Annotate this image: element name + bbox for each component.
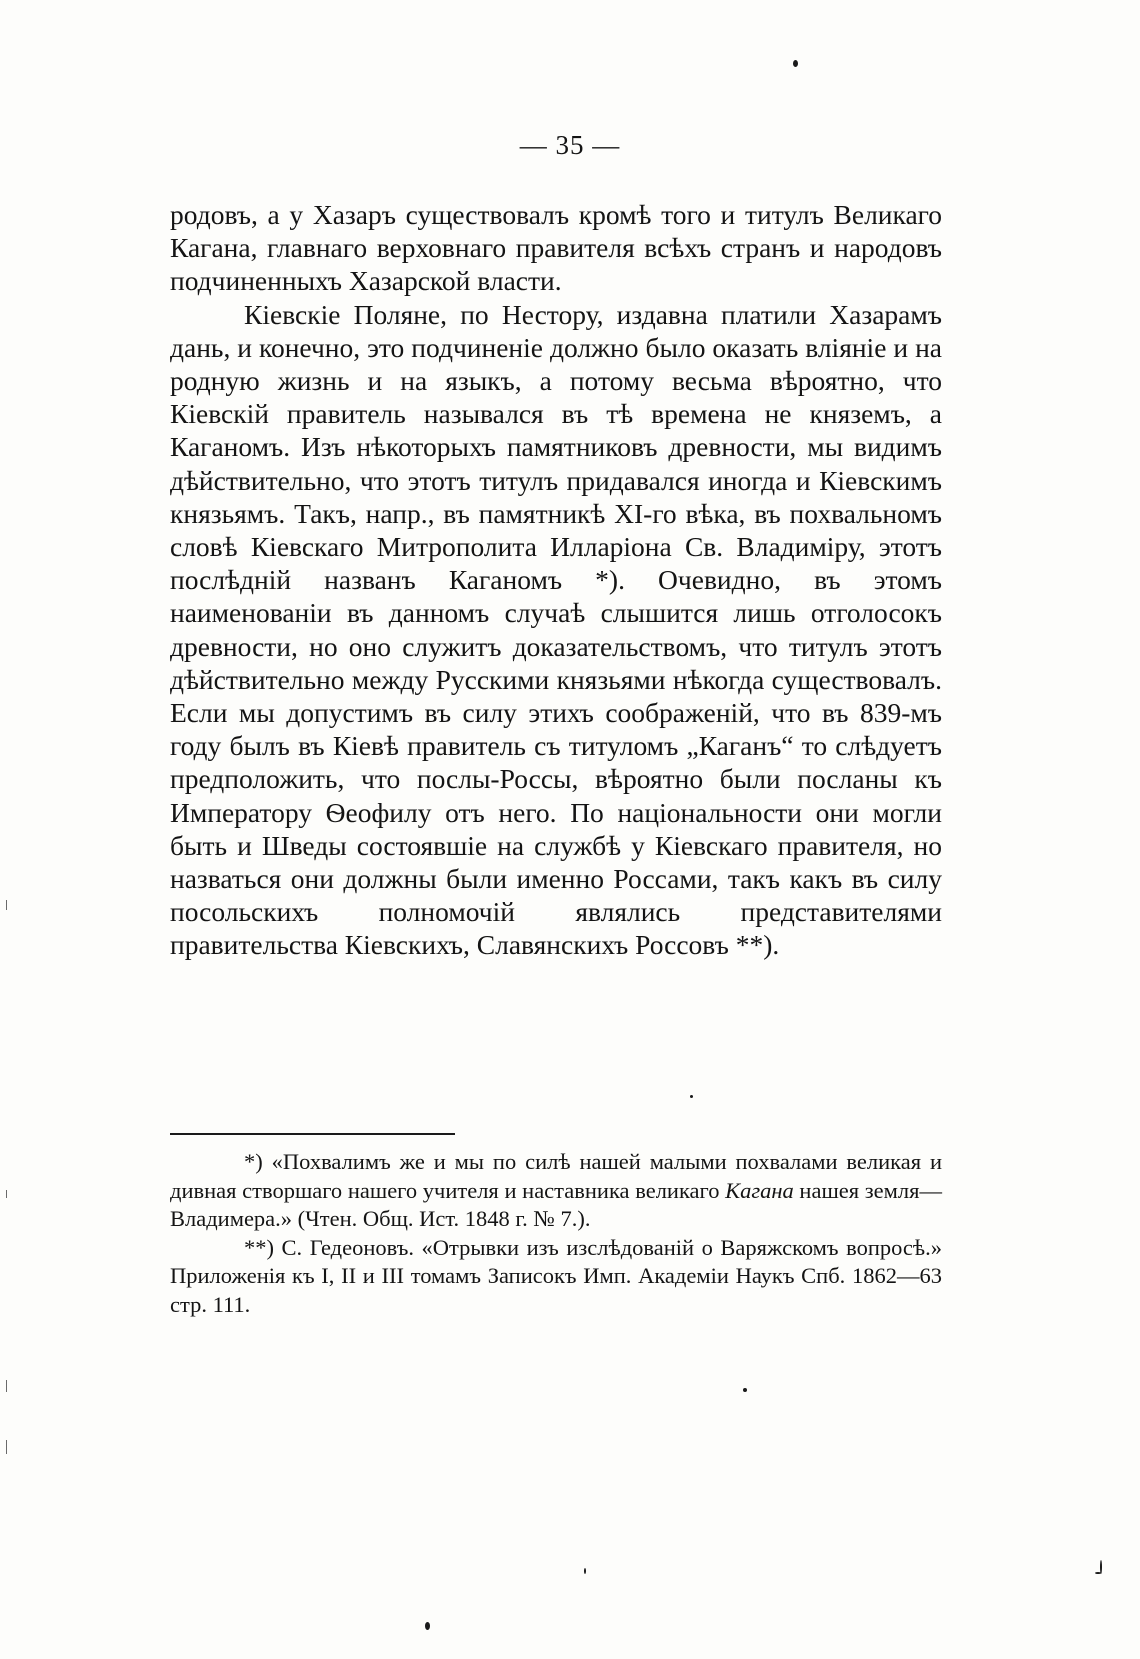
footnote-2: **) С. Гедеоновъ. «Отрывки изъ изслѣдованій о Варяжскомъ вопросѣ.» Приложенія къ I, II и III томамъ Записокъ Имп. Академіи Наукъ Спб. 1862—63 стр. 111. <box>170 1234 942 1317</box>
paragraph-continued: родовъ, а у Хазаръ существовалъ кромѣ того и титулъ Великаго Кагана, главнаго верховнаго правителя всѣхъ странъ и народовъ подчиненныхъ Хазарской власти. <box>170 199 942 297</box>
scan-edge-mark <box>6 1440 7 1454</box>
main-text <box>170 198 942 962</box>
footnotes <box>170 1148 942 1320</box>
footnote-1-emphasis: Кагана <box>725 1177 794 1203</box>
page-number: — 35 — <box>519 130 621 160</box>
scan-speck <box>1100 1560 1102 1574</box>
paragraph: Кіевскіе Поляне, по Нестору, издавна платили Хазарамъ дань, и конечно, это подчиненіе должно было оказать вліяніе и на родную жизнь и на языкъ, а потому весьма вѣроятно, что Кіевскій правитель назывался въ тѣ времена не княземъ, а Каганомъ. Изъ нѣкоторыхъ памятниковъ древности, мы видимъ дѣйствительно, что этотъ титулъ придавался иногда и Кіевскимъ князьямъ. Такъ, напр., въ памятникѣ XI-го вѣка, въ похвальномъ словѣ Кіевскаго Митрополита Илларіона Св. Владиміру, этотъ послѣдній названъ Каганомъ *). Очевидно, въ этомъ наименованіи въ данномъ случаѣ слышится лишь отголосокъ древности, но оно служитъ доказательствомъ, что титулъ этотъ дѣйствительно между Русскими князьями нѣкогда существовалъ. Если мы допустимъ въ силу этихъ соображеній, что въ 839-мъ году былъ въ Кіевѣ правитель съ титуломъ „Каганъ“ то слѣдуетъ предположить, что послы-Россы, вѣроятно были посланы къ Императору Ѳеофилу отъ него. По національности они могли быть и Шведы состоявшіе на службѣ у Кіевскаго правителя, но назваться они должны были именно Россами, такъ какъ въ силу посольскихъ полномочій являлись представителями правительства Кіевскихъ, Славянскихъ Россовъ **). <box>170 298 942 961</box>
scan-speck <box>425 1622 430 1630</box>
scan-speck <box>690 1095 693 1098</box>
scan-speck <box>793 60 798 67</box>
scan-edge-mark <box>6 1380 7 1392</box>
footnote-1-text-end: нашея земля—Владимера.» (Чтен. Общ. Ист. 1848 г. № 7.). <box>170 1177 942 1232</box>
scan-speck <box>584 1568 586 1574</box>
scan-edge-mark <box>6 900 7 910</box>
footnote-1 <box>170 1148 942 1234</box>
footnote-separator <box>170 1133 455 1135</box>
scan-edge-mark <box>6 1190 7 1198</box>
footnote-1-text: *) «Похвалимъ же и мы по силѣ нашей малыми похвалами великая и дивная створшаго нашего учителя и наставника великаго <box>170 1149 942 1203</box>
scan-speck <box>743 1388 747 1392</box>
